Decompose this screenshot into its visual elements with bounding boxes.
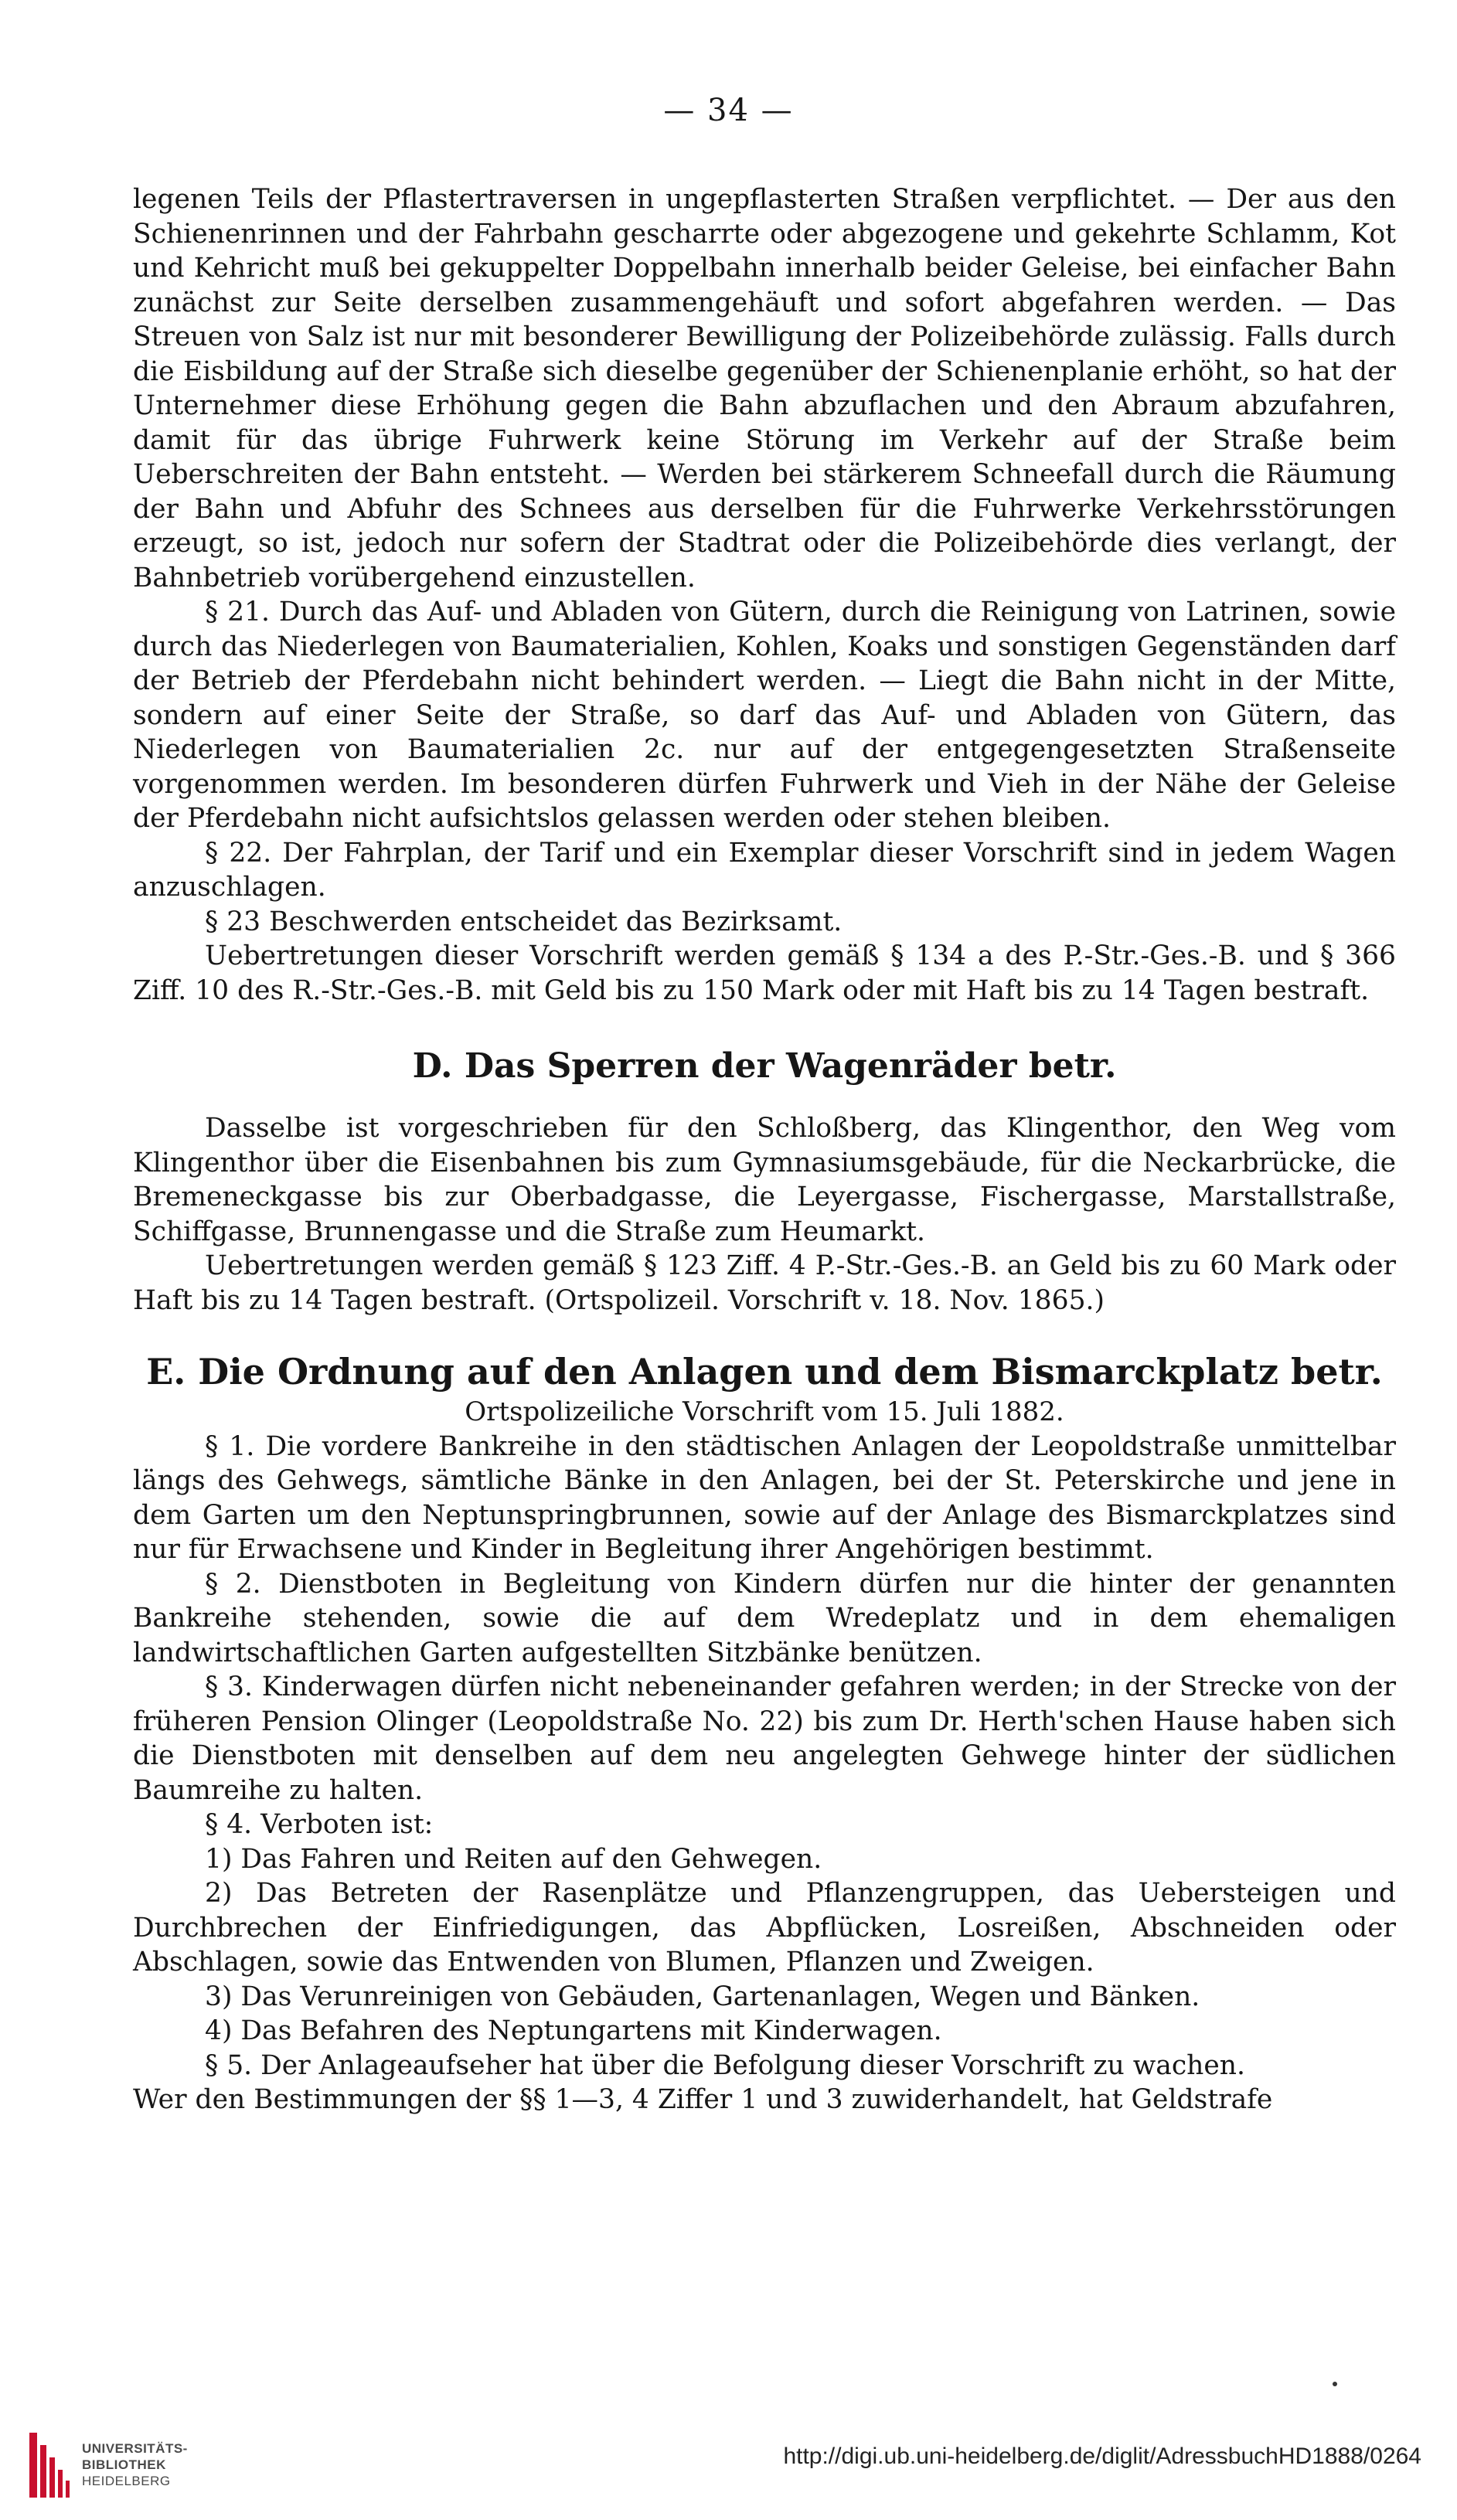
section-e-list-item: 2) Das Betreten der Rasenplätze und Pflanzengruppen, das Uebersteigen und Durchbrechen der Einfriedigungen, das Abpflücken, Losreißen, Abschneiden oder Abschlagen, sowie das Entwenden von Blumen, Pflanzen und Zweigen.	[133, 1878, 1396, 1978]
footer	[0, 2394, 1457, 2520]
section-e-paragraph: § 5. Der Anlageaufseher hat über die Befolgung dieser Vorschrift zu wachen.	[205, 2049, 1245, 2081]
section-e-paragraph: § 2. Dienstboten in Begleitung von Kindern dürfen nur die hinter der genannten Bankreihe stehenden, sowie die auf dem Wredeplatz und in dem ehemaligen landwirtschaftlichen Garten aufgestellten Sitzbänke benützen.	[133, 1568, 1396, 1668]
body-paragraph: Uebertretungen dieser Vorschrift werden gemäß § 134 a des P.-Str.-Ges.-B. und § 366 Ziff. 10 des R.-Str.-Ges.-B. mit Geld bis zu 150 Mark oder mit Haft bis zu 14 Tagen bestraft.	[133, 940, 1396, 1006]
section-d-heading: D. Das Sperren der Wagenräder betr.	[412, 1046, 1117, 1086]
body-paragraph: § 21. Durch das Auf- und Abladen von Gütern, durch die Reinigung von Latrinen, sowie durch das Niederlegen von Baumaterialien, Kohlen, Koaks und sonstigen Gegenständen darf der Betrieb der Pferdebahn nicht behindert werden. — Liegt die Bahn nicht in der Mitte, sondern auf einer Seite der Straße, so darf das Auf- und Abladen von Gütern, das Niederlegen von Baumaterialien 2c. nur auf der entgegengesetzten Straßenseite vorgenommen werden. Im besonderen dürfen Fuhrwerk und Vieh in der Nähe der Geleise der Pferdebahn nicht aufsichtslos gelassen werden oder stehen bleiben.	[133, 597, 1396, 834]
library-name-line: BIBLIOTHEK	[82, 2457, 166, 2472]
page-number: — 34 —	[663, 93, 794, 128]
section-e-list-item: 4) Das Befahren des Neptungartens mit Kinderwagen.	[205, 2015, 942, 2046]
library-name	[82, 2440, 188, 2489]
print-speck	[1333, 2382, 1337, 2386]
body-paragraph: legenen Teils der Pflastertraversen in ungepflasterten Straßen verpflichtet. — Der aus den Schienenrinnen und der Fahrbahn gescharrte oder abgezogene und gekehrte Schlamm, Kot und Kehricht muß bei gekuppelter Doppelbahn innerhalb beider Geleise, bei einfacher Bahn zunächst zur Seite derselben zusammengehäuft und sofort abgefahren werden. — Das Streuen von Salz ist nur mit besonderer Bewilligung der Polizeibehörde zulässig. Falls durch die Eisbildung auf der Straße sich dieselbe gegenüber der Schienenplanie erhöht, so hat der Unternehmer diese Erhöhung gegen die Bahn abzuflachen und den Abraum abzufahren, damit für das übrige Fuhrwerk keine Störung im Verkehr auf der Straße beim Ueberschreiten der Bahn entsteht. — Werden bei stärkerem Schneefall durch die Räumung der Bahn und Abfuhr des Schnees aus derselben für die Fuhrwerke Verkehrsstörungen erzeugt, so ist, jedoch nur sofern der Stadtrat oder die Polizeibehörde dies verlangt, der Bahnbetrieb vorübergehend einzustellen.	[133, 184, 1396, 593]
section-e-paragraph: § 4. Verboten ist:	[205, 1809, 434, 1840]
section-e-list-item: 3) Das Verunreinigen von Gebäuden, Gartenanlagen, Wegen und Bänken.	[205, 1981, 1200, 2012]
section-d-paragraph: Uebertretungen werden gemäß § 123 Ziff. 4 P.-Str.-Ges.-B. an Geld bis zu 60 Mark oder Haft bis zu 14 Tagen bestraft. (Ortspolizeil. Vorschrift v. 18. Nov. 1865.)	[133, 1250, 1396, 1316]
library-name-line: HEIDELBERG	[82, 2474, 171, 2488]
section-e-heading: E. Die Ordnung auf den Anlagen und dem Bismarckplatz betr.	[146, 1351, 1383, 1393]
section-e-paragraph: Wer den Bestimmungen der §§ 1—3, 4 Ziffer 1 und 3 zuwiderhandelt, hat Geldstrafe	[133, 2084, 1273, 2115]
document-body	[133, 182, 1396, 2117]
section-d-paragraph: Dasselbe ist vorgeschrieben für den Schloßberg, das Klingenthor, den Weg vom Klingenthor über die Eisenbahnen bis zum Gymnasiumsgebäude, für die Neckarbrücke, die Bremeneckgasse bis zur Oberbadgasse, die Leyergasse, Fischergasse, Marstallstraße, Schiffgasse, Brunnengasse und die Straße zum Heumarkt.	[133, 1113, 1396, 1247]
section-e-subheading: Ortspolizeiliche Vorschrift vom 15. Juli 1882.	[465, 1396, 1064, 1427]
university-library-logo-icon	[23, 2430, 73, 2501]
section-e-paragraph: § 1. Die vordere Bankreihe in den städtischen Anlagen der Leopoldstraße unmittelbar längs des Gehwegs, sämtliche Bänke in den Anlagen, bei der St. Peterskirche und jene in dem Garten um den Neptunspringbrunnen, sowie auf der Anlage des Bismarckplatzes sind nur für Erwachsene und Kinder in Begleitung ihrer Angehörigen bestimmt.	[133, 1430, 1396, 1565]
library-name-line: UNIVERSITÄTS-	[82, 2441, 188, 2456]
source-url-link[interactable]: http://digi.ub.uni-heidelberg.de/diglit/AdressbuchHD1888/0264	[783, 2443, 1421, 2469]
section-e-list-item: 1) Das Fahren und Reiten auf den Gehwegen.	[205, 1843, 822, 1875]
body-paragraph: § 22. Der Fahrplan, der Tarif und ein Exemplar dieser Vorschrift sind in jedem Wagen anzuschlagen.	[133, 837, 1396, 903]
section-e-paragraph: § 3. Kinderwagen dürfen nicht nebeneinander gefahren werden; in der Strecke von der früheren Pension Olinger (Leopoldstraße No. 22) bis zum Dr. Herth'schen Hause haben sich die Dienstboten mit denselben auf dem neu angelegten Gehwege hinter der südlichen Baumreihe zu halten.	[133, 1671, 1396, 1806]
body-paragraph: § 23 Beschwerden entscheidet das Bezirksamt.	[205, 906, 843, 937]
